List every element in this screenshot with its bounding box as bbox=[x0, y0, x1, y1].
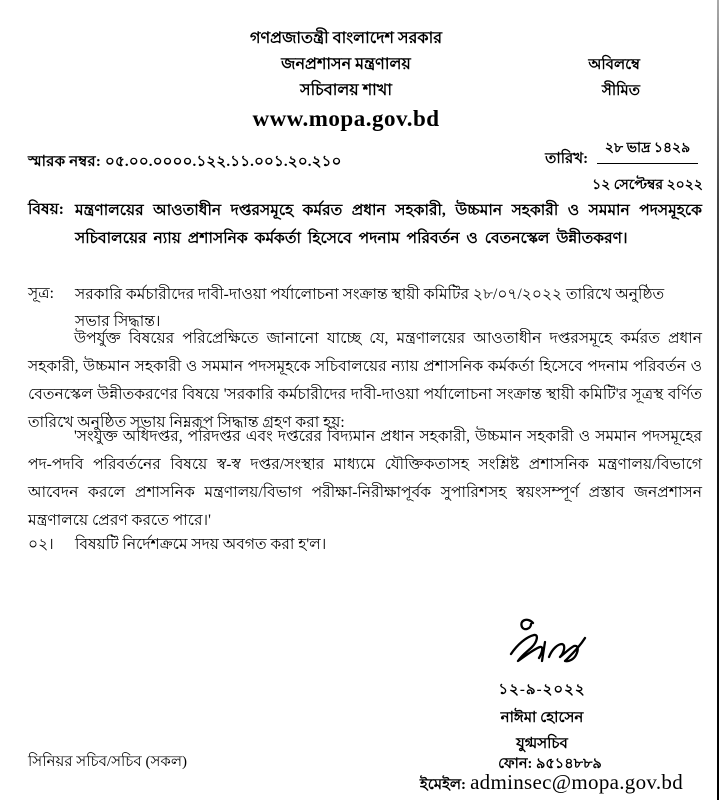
subject-block bbox=[28, 197, 702, 252]
reference-label: সূত্র: bbox=[28, 285, 54, 302]
date-block bbox=[545, 136, 703, 197]
email-line bbox=[420, 770, 683, 798]
reference-text: সরকারি কর্মচারীদের দাবী-দাওয়া পর্যালোচনা সংক্রান্ত স্থায়ী কমিটির ২৮/০৭/২০২২ তারিখে অনুষ্ঠিত সভার সিদ্ধান্ত। bbox=[75, 286, 665, 330]
branch-name: সচিবালয় শাখা bbox=[300, 82, 392, 99]
government-name: গণপ্রজাতন্ত্রী বাংলাদেশ সরকার bbox=[249, 30, 443, 47]
subject-text: মন্ত্রণালয়ের আওতাধীন দপ্তরসমূহে কর্মরত প্রধান সহকারী, উচ্চমান সহকারী ও সমমান পদসমূহকে সচিবালয়ের ন্যায় প্রশাসনিক কর্মকর্তা হিসেবে পদনাম পরিবর্তন ও বেতনস্কেল উন্নীতকরণ। bbox=[75, 202, 702, 247]
body-item-02 bbox=[28, 532, 702, 558]
signer-designation: যুগ্মসচিব bbox=[516, 736, 568, 752]
scan-artifact-line bbox=[717, 0, 719, 800]
classification-marking: সীমিত bbox=[601, 83, 640, 99]
signer-name: নাঈমা হোসেন bbox=[500, 710, 584, 726]
date-label: তারিখ: bbox=[545, 151, 589, 167]
ministry-name: জনপ্রশাসন মন্ত্রণালয় bbox=[281, 56, 411, 73]
recipient-line: সিনিয়র সচিব/সচিব (সকল) bbox=[28, 754, 188, 770]
signer-phone: ফোন: ৯৫১৪৮৮৯ bbox=[498, 756, 602, 772]
website-url: www.mopa.gov.bd bbox=[252, 106, 440, 131]
signature-date: ১২-৯-২০২২ bbox=[498, 682, 586, 698]
priority-markings bbox=[588, 52, 640, 104]
item-02-number: ০২। bbox=[28, 536, 54, 553]
date-bangla: ২৮ ভাদ্র ১৪২৯ bbox=[597, 136, 698, 164]
handwritten-signature bbox=[503, 616, 587, 670]
item-02-text: বিষয়টি নির্দেশক্রমে সদয় অবগত করা হ'ল। bbox=[75, 536, 327, 553]
body-paragraph-1: উপর্যুক্ত বিষয়ের পরিপ্রেক্ষিতে জানানো যাচ্ছে যে, মন্ত্রণালয়ের আওতাধীন দপ্তরসমূহে কর্মরত প্রধান সহকারী, উচ্চমান সহকারী ও সমমান পদসমূহকে সচিবালয়ের ন্যায় প্রশাসনিক কর্মকর্তা হিসেবে পদনাম পরিবর্তন ও বেতনস্কেল উন্নীতকরণের বিষয়ে 'সরকারি কর্মচারীদের দাবী-দাওয়া পর্যালোচনা সংক্রান্ত স্থায়ী কমিটি'র সূত্রস্থ বর্ণিত তারিখে অনুষ্ঠিত সভায় নিম্নরূপ সিদ্ধান্ত গ্রহণ করা হয়: bbox=[28, 330, 702, 431]
body-paragraph-2-quoted-decision: 'সংযুক্ত অধিদপ্তর, পরিদপ্তর এবং দপ্তরের বিদ্যমান প্রধান সহকারী, উচ্চমান সহকারী ও সমমান পদসমূহের পদ-পদবি পরিবর্তনের বিষয়ে স্ব-স্ব দপ্তর/সংস্থার মাধ্যমে যৌক্তিকতাসহ সংশ্লিষ্ট প্রশাসনিক মন্ত্রণালয়/বিভাগে আবেদন করলে প্রশাসনিক মন্ত্রণালয়/বিভাগ পরীক্ষা-নিরীক্ষাপূর্বক সুপারিশসহ স্বয়ংসম্পূর্ণ প্রস্তাব জনপ্রশাসন মন্ত্রণালয়ে প্রেরণ করতে পারে।' bbox=[28, 428, 702, 529]
email-address: adminsec@mopa.gov.bd bbox=[470, 770, 683, 794]
memo-number: স্মারক নম্বর: ০৫.০০.০০০০.১২২.১১.০০১.২০.২১০ bbox=[28, 154, 342, 170]
urgency-marking: অবিলম্বে bbox=[588, 57, 640, 73]
letterhead bbox=[155, 26, 537, 132]
email-label: ইমেইল: bbox=[419, 777, 467, 793]
subject-label: বিষয়: bbox=[28, 201, 64, 218]
date-gregorian: ১২ সেপ্টেম্বর ২০২২ bbox=[592, 178, 703, 193]
